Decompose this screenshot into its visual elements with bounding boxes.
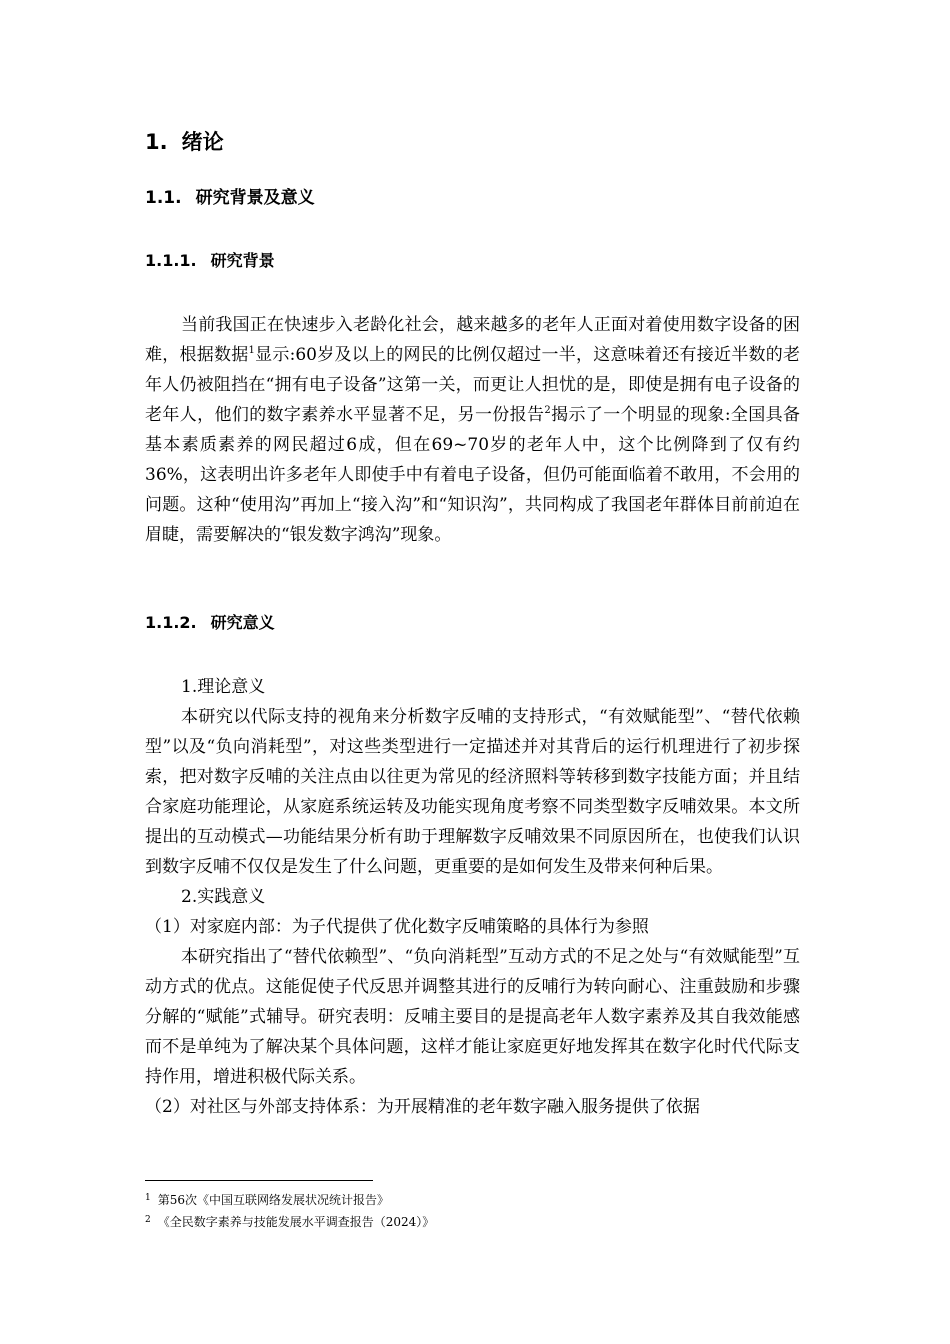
footnote-mark: 1 — [145, 1193, 151, 1203]
footnote-2 — [145, 1212, 434, 1230]
subsection-heading-background — [145, 249, 275, 273]
background-section — [145, 310, 800, 550]
theory-label: 1.理论意义 — [181, 677, 266, 697]
practice-label: 2.实践意义 — [181, 887, 266, 907]
family-item-title: （1）对家庭内部：为子代提供了优化数字反哺策略的具体行为参照 — [145, 917, 649, 937]
background-paragraph — [145, 310, 800, 550]
paragraph-text: 揭示了一个明显的现象:全国具备基本素质素养的网民超过6成，但在69~70岁的老年人中，这个比例降到了仅有约36%，这表明出许多老年人即使手中有着电子设备，但仍可能面临着不敢用，不会用的问题。这种“使用沟”再加上“接入沟”和“知识沟”，共同构成了我国老年群体目前前迫在眉睫，需要解决的“银发数字鸿沟”现象。 — [145, 405, 801, 545]
family-item-paragraph: 本研究指出了“替代依赖型”、“负向消耗型”互动方式的不足之处与“有效赋能型”互动方式的优点。这能促使子代反思并调整其进行的反哺行为转向耐心、注重鼓励和步骤分解的“赋能”式辅导。研究表明：反哺主要目的是提高老年人数字素养及其自我效能感而不是单纯为了解决某个具体问题，这样才能让家庭更好地发挥其在数字化时代代际支持作用，增进积极代际关系。 — [145, 947, 800, 1087]
subsection-title: 研究背景 — [210, 251, 275, 270]
theory-paragraph: 本研究以代际支持的视角来分析数字反哺的支持形式，“有效赋能型”、“替代依赖型”以及“负向消耗型”，对这些类型进行一定描述并对其背后的运行机理进行了初步探索，把对数字反哺的关注点由以往更为常见的经济照料等转移到数字技能方面；并且结合家庭功能理论，从家庭系统运转及功能实现角度考察不同类型数字反哺效果。本文所提出的互动模式—功能结果分析有助于理解数字反哺效果不同原因所在，也使我们认识到数字反哺不仅仅是发生了什么问题，更重要的是如何发生及带来何种后果。 — [145, 707, 800, 877]
paragraph-text: 当前我国正在快速步入老龄化社会，越来越多的老年人正面对着使用数字设备的困难，根据数据 — [145, 315, 800, 365]
footnote-ref-1[interactable]: 1 — [248, 345, 255, 356]
community-item-title: （2）对社区与外部支持体系：为开展精准的老年数字融入服务提供了依据 — [145, 1097, 700, 1117]
footnote-mark: 2 — [145, 1215, 151, 1225]
footnote-text: 《全民数字素养与技能发展水平调查报告（2024）》 — [157, 1215, 435, 1229]
footnote-separator — [145, 1180, 373, 1181]
section-number: 1.1. — [145, 188, 182, 208]
chapter-number: 1. — [145, 130, 168, 154]
chapter-heading — [145, 128, 224, 156]
section-title: 研究背景及意义 — [195, 188, 315, 208]
footnote-text: 第56次《中国互联网络发展状况统计报告》 — [157, 1193, 390, 1207]
subsection-number: 1.1.1. — [145, 251, 197, 270]
subsection-heading-significance — [145, 611, 275, 635]
section-heading — [145, 186, 315, 210]
chapter-title: 绪论 — [181, 130, 224, 154]
subsection-title: 研究意义 — [210, 613, 275, 632]
footnote-ref-2[interactable]: 2 — [544, 405, 551, 416]
footnote-1 — [145, 1190, 389, 1208]
subsection-number: 1.1.2. — [145, 613, 197, 632]
paragraph-text: 显示:60岁及以上的网民的比例仅超过一半，这意味着还有接近半数的老年人仍被阻挡在“拥有电子设备”这第一关，而更让人担忧的是，即使是拥有电子设备的老年人，他们的数字素养水平显著不足，另一份报告 — [145, 345, 801, 425]
significance-section — [145, 672, 800, 1122]
